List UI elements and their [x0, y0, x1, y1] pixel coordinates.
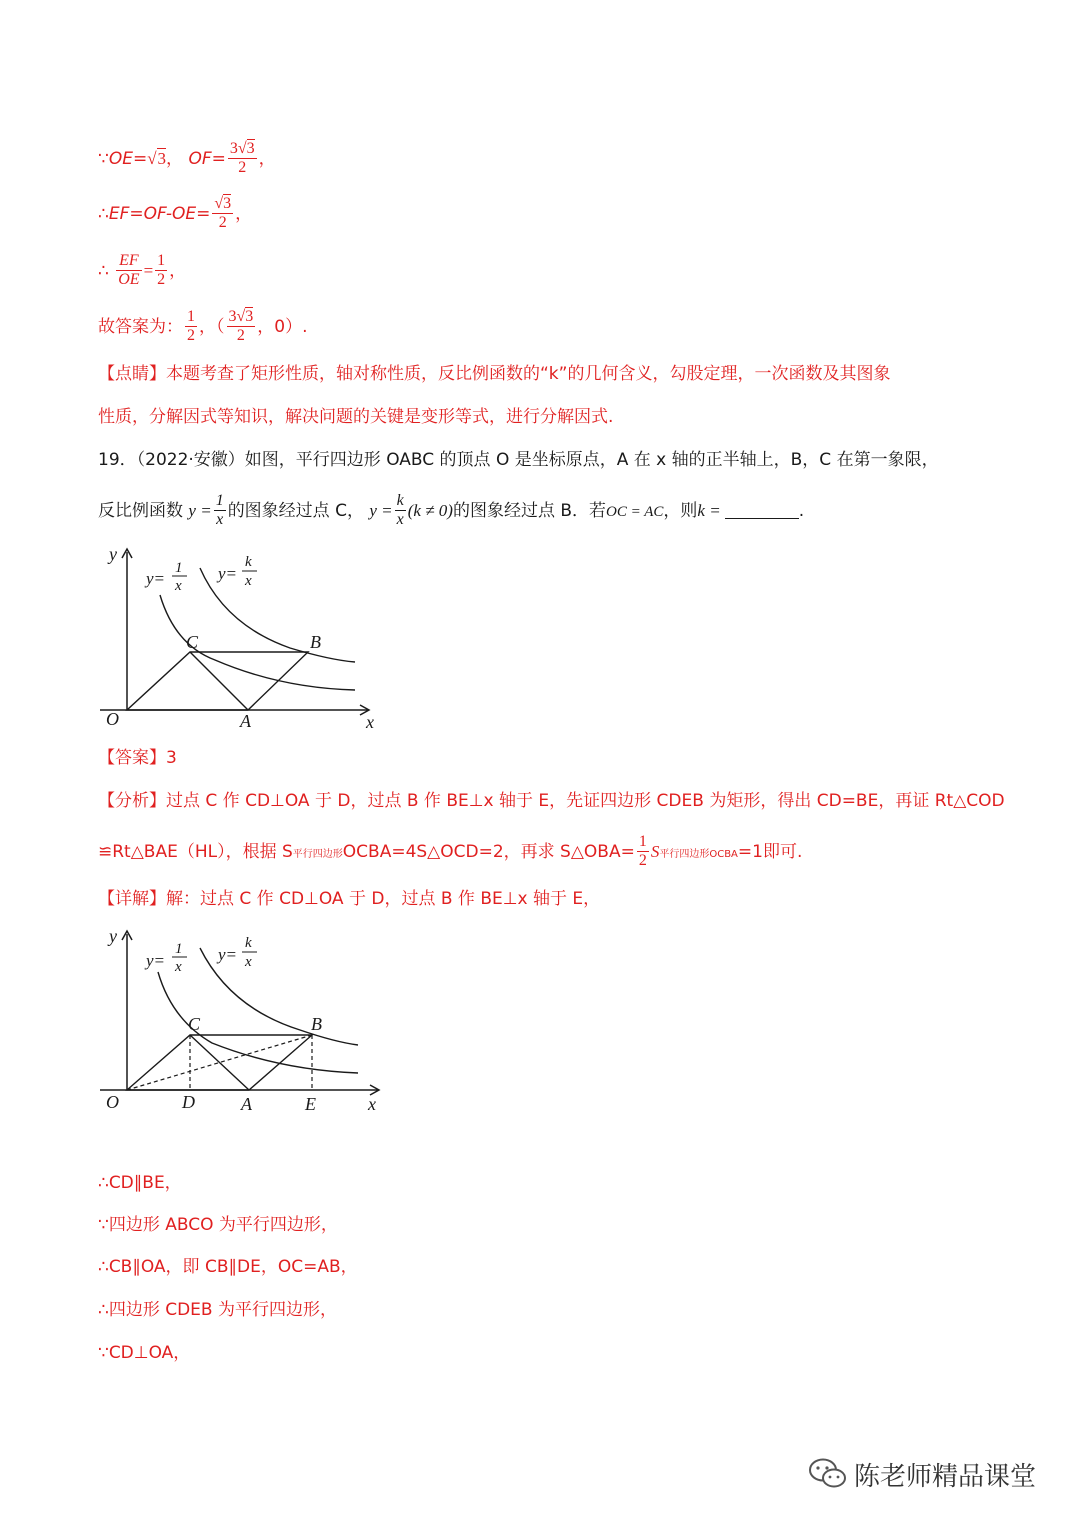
curve2-den: x [245, 954, 252, 970]
question-19-line-1: 19．（2022·安徽）如图，平行四边形 OABC 的顶点 O 是坐标原点，A 在 x 轴的正半轴上，B，C 在第一象限， [98, 450, 939, 470]
point-a-label: A [240, 711, 251, 731]
point-c-label: C [186, 632, 199, 652]
curve1-den: x [175, 578, 182, 594]
point-b-label: B [310, 632, 321, 652]
comma: ， [235, 203, 253, 224]
point-e-label: E [305, 1094, 316, 1114]
question-19-line-2 [98, 492, 804, 530]
origin-label: O [106, 1092, 119, 1112]
oe-label: OE= [108, 148, 148, 169]
q19-text-c: 的图象经过点 B．若 [452, 500, 607, 521]
comma: ， [258, 148, 276, 169]
q19-text-a: 反比例函数 [98, 500, 183, 521]
frac-sqrt3-over-2: $\frac{√3}{2}$ [214, 195, 232, 232]
therefore-symbol: ∴ [98, 203, 109, 224]
oc-eq-ac: OC = AC [606, 503, 664, 520]
curve2-den: x [245, 573, 252, 589]
answer-line-18 [98, 308, 308, 346]
curve1-num: 1 [175, 560, 183, 576]
origin-label: O [106, 709, 119, 729]
y-eq: y = [188, 500, 212, 520]
frac-k-over-x: $\frac{k}{x}$ [396, 492, 404, 529]
answer-prefix: 故答案为： [98, 316, 183, 337]
sqrt-3: √3 [147, 148, 167, 168]
analysis-text-a: ≌Rt△BAE（HL），根据 S [98, 841, 293, 862]
curve1-lhs: y= [146, 951, 166, 970]
ef-line [98, 195, 252, 233]
q19-text-b: 的图象经过点 C， [227, 500, 364, 521]
figure-1 [90, 540, 390, 735]
point-b-label: B [311, 1014, 322, 1034]
because-symbol: ∵ [98, 148, 109, 169]
answer-mid: ，（ [199, 316, 225, 337]
frac-1-over-x: $\frac{1}{x}$ [215, 492, 224, 529]
curve1-den: x [175, 959, 182, 975]
wechat-icon [808, 1457, 848, 1491]
x-axis-label: x [366, 712, 374, 732]
q19-text-d: ，则 [663, 500, 698, 521]
curve2-num: k [245, 935, 252, 951]
detail-line-1: 【详解】解：过点 C 作 CD⊥OA 于 D，过点 B 作 BE⊥x 轴于 E， [98, 889, 601, 909]
watermark-text: 陈老师精品课堂 [854, 1461, 1037, 1492]
frac-3sqrt3-over-2: $\frac{3√3}{2}$ [228, 308, 254, 345]
figure-2 [90, 920, 390, 1115]
analysis-line-1: 【分析】过点 C 作 CD⊥OA 于 D，过点 B 作 BE⊥x 轴于 E，先证四边形 CDEB 为矩形，得出 CD=BE，再证 Rt△COD [98, 791, 1005, 811]
answer-end: ，0）. [257, 316, 308, 337]
answer-label: 【答案】3 [98, 748, 177, 768]
point-d-label: D [182, 1092, 195, 1112]
curve2-num: k [245, 554, 252, 570]
ratio-line [98, 252, 186, 290]
step-line: ∴四边形 CDEB 为平行四边形， [98, 1300, 337, 1320]
sep: ， [166, 148, 184, 169]
point-c-label: C [188, 1014, 201, 1034]
comment-line-2: 性质，分解因式等知识，解决问题的关键是变形等式，进行分解因式. [98, 407, 614, 427]
k-eq: k = [697, 500, 721, 520]
s-letter: S [650, 841, 660, 861]
step-line: ∴CD∥BE， [98, 1173, 182, 1193]
s-subscript: 平行四边形OCBA [659, 848, 738, 860]
point-a-label: A [241, 1094, 252, 1114]
equals: = [143, 260, 154, 280]
frac-ef-over-oe: $\frac{EF}{OE}$ [118, 252, 140, 289]
analysis-text-c: =1即可. [737, 841, 803, 862]
frac-1-over-2: $\frac{1}{2}$ [187, 308, 195, 345]
frac-3sqrt3-over-2: $\frac{3√3}{2}$ [229, 140, 255, 177]
frac-1-over-2: $\frac{1}{2}$ [157, 252, 166, 289]
comma: ， [169, 260, 187, 281]
ef-label: EF=OF-OE= [108, 203, 211, 224]
k-condition: (k ≠ 0) [407, 500, 453, 520]
step-line: ∴CB∥OA，即 CB∥DE，OC=AB， [98, 1257, 358, 1277]
comment-line-1: 【点睛】本题考查了矩形性质，轴对称性质，反比例函数的“k”的几何含义，勾股定理，一次函数及其图象 [98, 364, 891, 384]
curve2-lhs: y= [218, 564, 238, 583]
curve1-num: 1 [175, 941, 183, 957]
analysis-subscript: 平行四边形 [292, 848, 343, 860]
y-axis-label: y [109, 544, 117, 564]
answer-blank [725, 518, 799, 519]
curve2-lhs: y= [218, 945, 238, 964]
step-line: ∵CD⊥OA， [98, 1343, 191, 1363]
y-eq: y = [369, 500, 393, 520]
frac-1-over-2: $\frac{1}{2}$ [638, 833, 647, 870]
of-label: OF= [188, 148, 226, 169]
step-line: ∵四边形 ABCO 为平行四边形， [98, 1215, 338, 1235]
analysis-text-b: OCBA=4S△OCD=2，再求 S△OBA= [342, 841, 635, 862]
curve1-lhs: y= [146, 569, 166, 588]
oe-of-line [98, 140, 276, 178]
x-axis-label: x [368, 1094, 376, 1114]
end-dot: . [798, 500, 805, 521]
watermark [808, 1454, 1036, 1494]
therefore-symbol: ∴ [98, 260, 109, 281]
y-axis-label: y [109, 926, 117, 946]
analysis-line-2 [98, 833, 802, 871]
